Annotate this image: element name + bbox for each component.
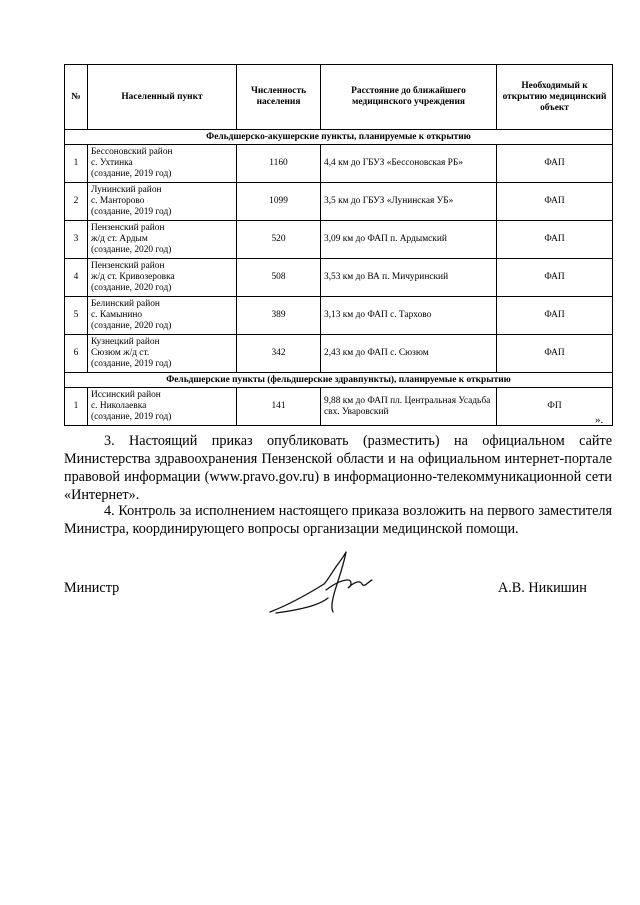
row-object: ФАП xyxy=(497,183,613,221)
row-population: 520 xyxy=(237,221,321,259)
row-object: ФАП xyxy=(497,259,613,297)
row-population: 389 xyxy=(237,297,321,335)
row-num: 4 xyxy=(65,259,88,297)
header-num: № xyxy=(65,65,88,130)
paragraph-3: 3. Настоящий приказ опубликовать (разместить) на официальном сайте Министерства здравоохранения Пензенской области и на официальном интернет-портале правовой информации (www.pravo.gov.ru) в информационно-телекоммуникационной сети «Интернет». xyxy=(64,433,612,503)
row-num: 1 xyxy=(65,145,88,183)
row-population: 1099 xyxy=(237,183,321,221)
section-fap-header xyxy=(65,130,613,145)
row-place: Кузнецкий район Сюзюм ж/д ст. (создание, 2019 год) xyxy=(88,335,237,373)
row-num: 1 xyxy=(65,388,88,426)
row-num: 5 xyxy=(65,297,88,335)
table-row xyxy=(65,183,613,221)
section-fp-header xyxy=(65,373,613,388)
row-distance: 3,53 км до ВА п. Мичуринский xyxy=(321,259,497,297)
header-distance: Расстояние до ближайшего медицинского учреждения xyxy=(321,65,497,130)
facilities-table xyxy=(64,64,613,426)
row-num: 2 xyxy=(65,183,88,221)
closing-quote: ». xyxy=(595,414,604,426)
row-object: ФАП xyxy=(497,145,613,183)
row-place: Пензенский район ж/д ст. Кривозеровка (создание, 2020 год) xyxy=(88,259,237,297)
row-population: 1160 xyxy=(237,145,321,183)
row-place: Иссинский район с. Николаевка (создание, 2019 год) xyxy=(88,388,237,426)
row-object: ФАП xyxy=(497,221,613,259)
row-distance: 4,4 км до ГБУЗ «Бессоновская РБ» xyxy=(321,145,497,183)
row-num: 6 xyxy=(65,335,88,373)
row-distance: 2,43 км до ФАП с. Сюзюм xyxy=(321,335,497,373)
row-place: Бессоновский район с. Ухтинка (создание, 2019 год) xyxy=(88,145,237,183)
row-place: Пензенский район ж/д ст. Ардым (создание, 2020 год) xyxy=(88,221,237,259)
row-distance: 3,13 км до ФАП с. Тархово xyxy=(321,297,497,335)
header-object: Необходимый к открытию медицинский объект xyxy=(497,65,613,130)
paragraph-4: 4. Контроль за исполнением настоящего приказа возложить на первого заместителя Министра, координирующего вопросы организации медицинской помощи. xyxy=(64,503,612,537)
section-fp-title: Фельдшерские пункты (фельдшерские здравпункты), планируемые к открытию xyxy=(65,373,613,388)
signatory-name: А.В. Никишин xyxy=(498,580,587,596)
table-row xyxy=(65,335,613,373)
table-row xyxy=(65,259,613,297)
row-population: 141 xyxy=(237,388,321,426)
row-num: 3 xyxy=(65,221,88,259)
signatory-title: Министр xyxy=(64,580,120,596)
header-place: Населенный пункт xyxy=(88,65,237,130)
row-distance: 3,5 км до ГБУЗ «Лунинская УБ» xyxy=(321,183,497,221)
row-place: Белинский район с. Камынино (создание, 2020 год) xyxy=(88,297,237,335)
row-population: 508 xyxy=(237,259,321,297)
header-population: Численность населения xyxy=(237,65,321,130)
handwritten-signature xyxy=(268,550,378,622)
table-row xyxy=(65,145,613,183)
row-object: ФАП xyxy=(497,335,613,373)
table-header-row xyxy=(65,65,613,130)
row-object: ФП xyxy=(497,388,613,426)
section-fap-title: Фельдшерско-акушерские пункты, планируемые к открытию xyxy=(65,130,613,145)
table-row xyxy=(65,388,613,426)
table-row xyxy=(65,297,613,335)
table-row xyxy=(65,221,613,259)
row-distance: 9,88 км до ФАП пл. Центральная Усадьба свх. Уваровский xyxy=(321,388,497,426)
row-distance: 3,09 км до ФАП п. Ардымский xyxy=(321,221,497,259)
row-population: 342 xyxy=(237,335,321,373)
row-object: ФАП xyxy=(497,297,613,335)
row-place: Лунинский район с. Манторово (создание, 2019 год) xyxy=(88,183,237,221)
